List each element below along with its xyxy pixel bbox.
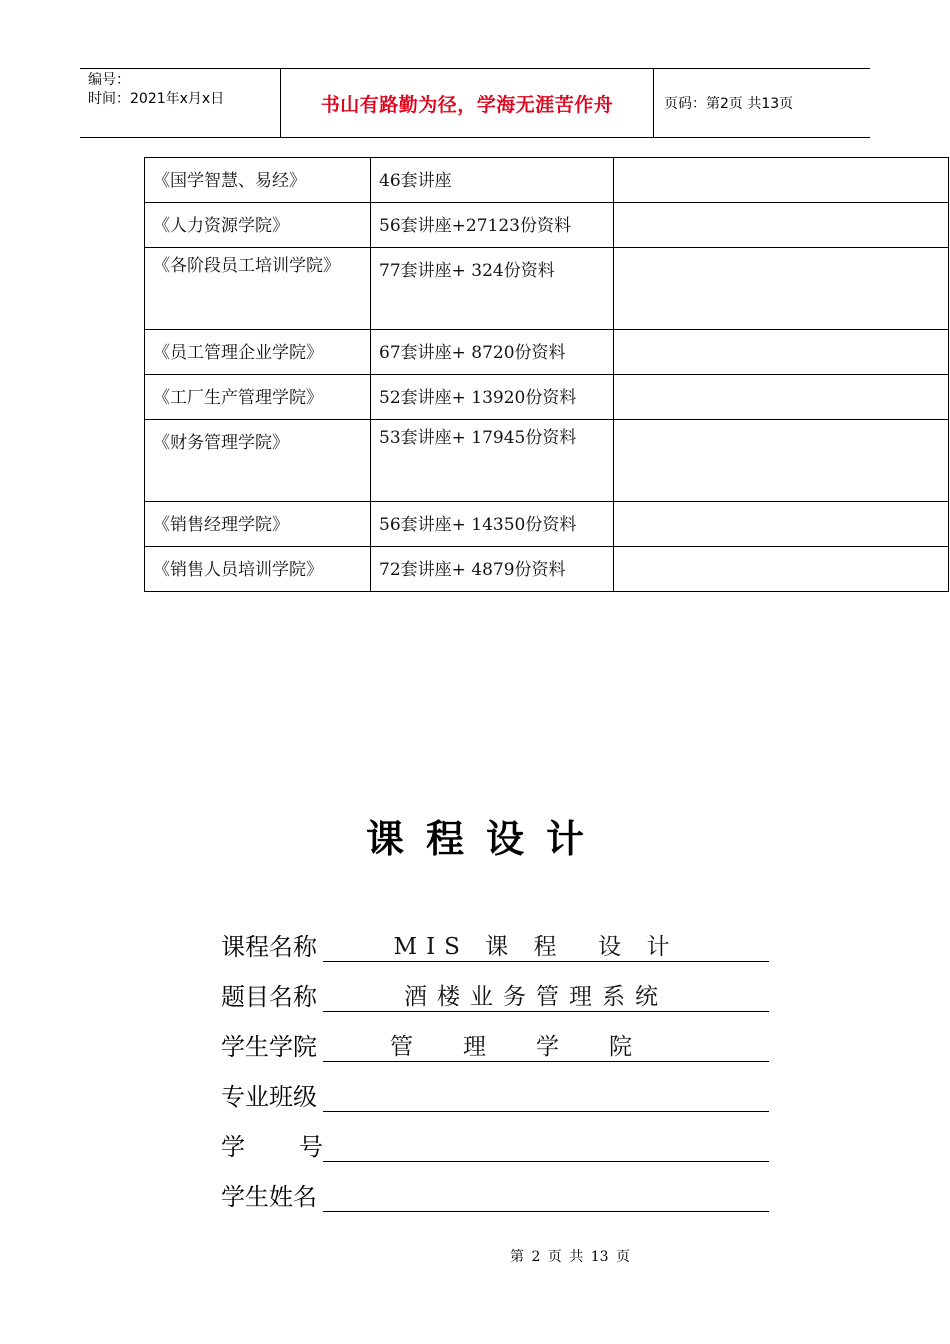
course-extra-cell [614, 248, 949, 330]
student-id-label [221, 1132, 323, 1162]
table-row [145, 248, 949, 330]
course-name-cell: 《国学智慧、易经》 [145, 158, 371, 203]
header-motto: 书山有路勤为径，学海无涯苦作舟 [281, 69, 654, 137]
form-row-college [221, 1012, 769, 1062]
topic-field: 酒楼业务管理系统 [323, 982, 769, 1012]
form-row-topic [221, 962, 769, 1012]
table-row [145, 330, 949, 375]
form-row-course-name [221, 912, 769, 962]
course-extra-cell [614, 158, 949, 203]
course-name-cell: 《员工管理企业学院》 [145, 330, 371, 375]
table-row [145, 502, 949, 547]
course-list-table [144, 157, 949, 592]
college-field: 管理学院 [323, 1032, 769, 1062]
page-footer: 第 2 页 共 13 页 [510, 1249, 630, 1265]
course-extra-cell [614, 330, 949, 375]
table-row [145, 420, 949, 502]
header-page-info: 页码：第2页 共13页 [664, 96, 794, 112]
form-row-student-name [221, 1162, 769, 1212]
course-name-label: 课程名称 [221, 933, 317, 961]
course-extra-cell [614, 420, 949, 502]
table-row [145, 203, 949, 248]
course-name-field: MIS 课 程 设 计 [323, 932, 769, 962]
course-extra-cell [614, 375, 949, 420]
document-date-label: 时间：2021年x月x日 [88, 91, 225, 107]
major-class-label: 专业班级 [221, 1083, 317, 1111]
course-name-cell: 《人力资源学院》 [145, 203, 371, 248]
course-detail-cell: 52套讲座+ 13920份资料 [371, 375, 614, 420]
form-row-major [221, 1062, 769, 1112]
course-detail-cell: 46套讲座 [371, 158, 614, 203]
student-name-label: 学生姓名 [221, 1183, 317, 1211]
cover-form [221, 912, 769, 1212]
topic-label: 题目名称 [221, 983, 317, 1011]
course-name-cell: 《销售人员培训学院》 [145, 547, 371, 592]
table-row [145, 158, 949, 203]
header-meta [80, 69, 281, 137]
course-detail-cell: 67套讲座+ 8720份资料 [371, 330, 614, 375]
cover-title: 课程设计 [365, 817, 606, 861]
table-row [145, 375, 949, 420]
major-class-field [323, 1082, 769, 1112]
course-extra-cell [614, 547, 949, 592]
course-name-cell: 《销售经理学院》 [145, 502, 371, 547]
course-name-cell: 《工厂生产管理学院》 [145, 375, 371, 420]
student-id-label-part1: 学 [221, 1133, 245, 1161]
page-header [80, 68, 870, 138]
student-id-field [323, 1132, 769, 1162]
course-name-cell: 《各阶段员工培训学院》 [145, 248, 371, 330]
table-row [145, 547, 949, 592]
course-detail-cell: 72套讲座+ 4879份资料 [371, 547, 614, 592]
college-label: 学生学院 [221, 1033, 317, 1061]
course-extra-cell [614, 502, 949, 547]
course-detail-cell: 77套讲座+ 324份资料 [371, 248, 614, 330]
course-detail-cell: 56套讲座+ 14350份资料 [371, 502, 614, 547]
course-name-cell: 《财务管理学院》 [145, 420, 371, 502]
student-name-field [323, 1182, 769, 1212]
student-id-label-part2: 号 [299, 1133, 323, 1161]
document-number-label: 编号： [88, 72, 130, 88]
form-row-student-id [221, 1112, 769, 1162]
course-detail-cell: 56套讲座+27123份资料 [371, 203, 614, 248]
course-detail-cell: 53套讲座+ 17945份资料 [371, 420, 614, 502]
course-extra-cell [614, 203, 949, 248]
